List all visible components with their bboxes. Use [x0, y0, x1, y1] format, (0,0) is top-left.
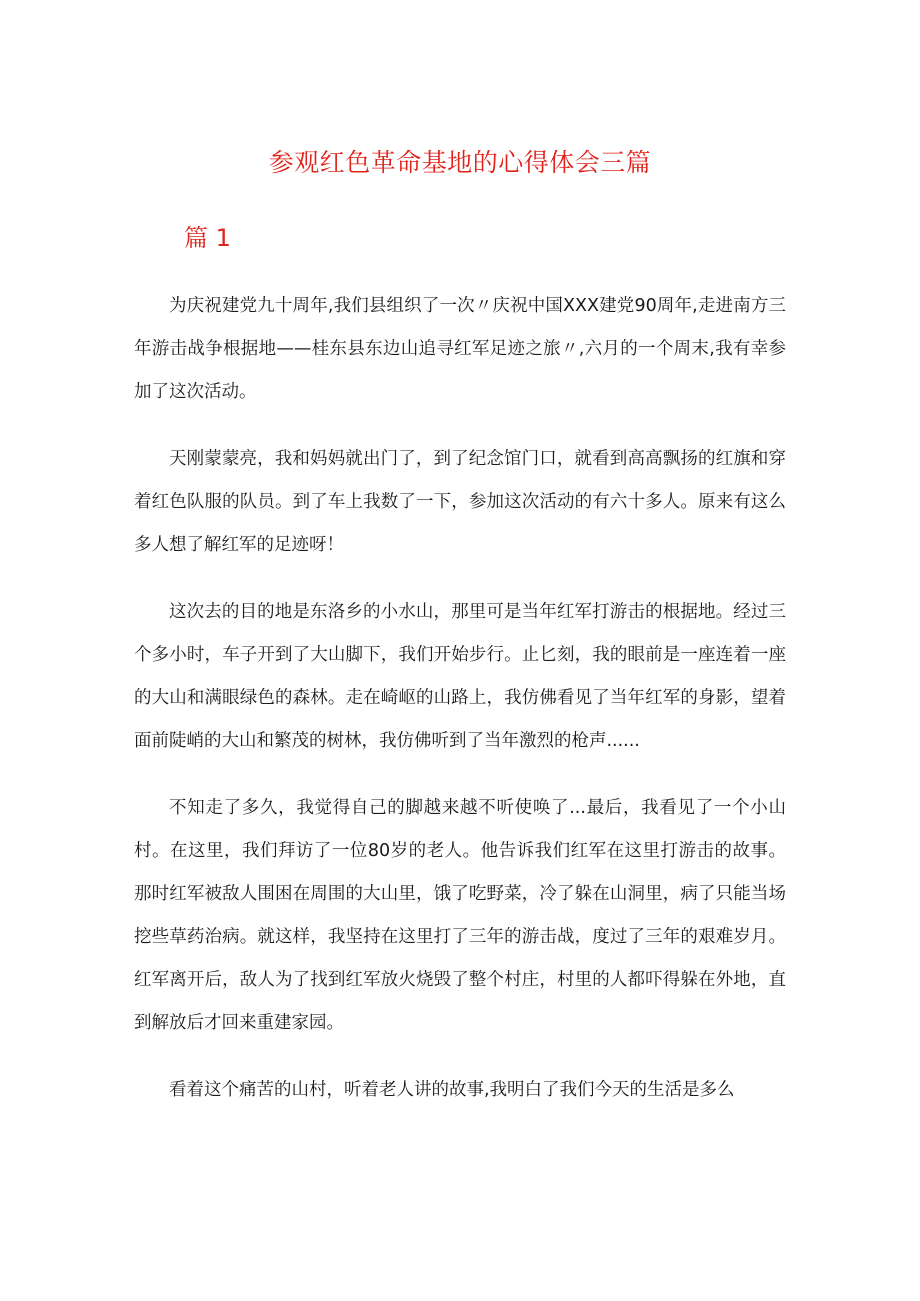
paragraph-5: 看着这个痛苦的山村，听着老人讲的故事,我明白了我们今天的生活是多么	[169, 1080, 735, 1100]
paragraph-1: 为庆祝建党九十周年,我们县组织了一次〃庆祝中国XXX建党90周年,走进南方三年游击战争根据地——桂东县东边山追寻红军足迹之旅〃,六月的一个周末,我有幸参加了这次活动。	[134, 296, 786, 402]
document-body	[134, 285, 786, 1136]
document-title: 参观红色革命基地的心得体会三篇	[268, 148, 652, 177]
paragraph-3: 这次去的目的地是东洛乡的小水山，那里可是当年红军打游击的根据地。经过三个多小时，车子开到了大山脚下，我们开始步行。止匕刻，我的眼前是一座连着一座的大山和满眼绿色的森林。走在崎岖的山路上，我仿佛看见了当年红军的身影，望着面前陡峭的大山和繁茂的树林，我仿佛听到了当年激烈的枪声......	[134, 602, 786, 751]
section-heading: 篇 1	[184, 224, 231, 252]
paragraph-2: 天刚蒙蒙亮，我和妈妈就出门了，到了纪念馆门口，就看到高高飘扬的红旗和穿着红色队服的队员。到了车上我数了一下，参加这次活动的有六十多人。原来有这么多人想了解红军的足迹呀！	[134, 449, 786, 555]
paragraph-4: 不知走了多久，我觉得自己的脚越来越不听使唤了...最后，我看见了一个小山村。在这里，我们拜访了一位80岁的老人。他告诉我们红军在这里打游击的故事。那时红军被敌人围困在周围的大山里，饿了吃野菜，冷了躲在山洞里，病了只能当场挖些草药治病。就这样，我坚持在这里打了三年的游击战，度过了三年的艰难岁月。红军离开后，敌人为了找到红军放火烧毁了整个村庄，村里的人都吓得躲在外地，直到解放后才回来重建家园。	[134, 798, 786, 1033]
